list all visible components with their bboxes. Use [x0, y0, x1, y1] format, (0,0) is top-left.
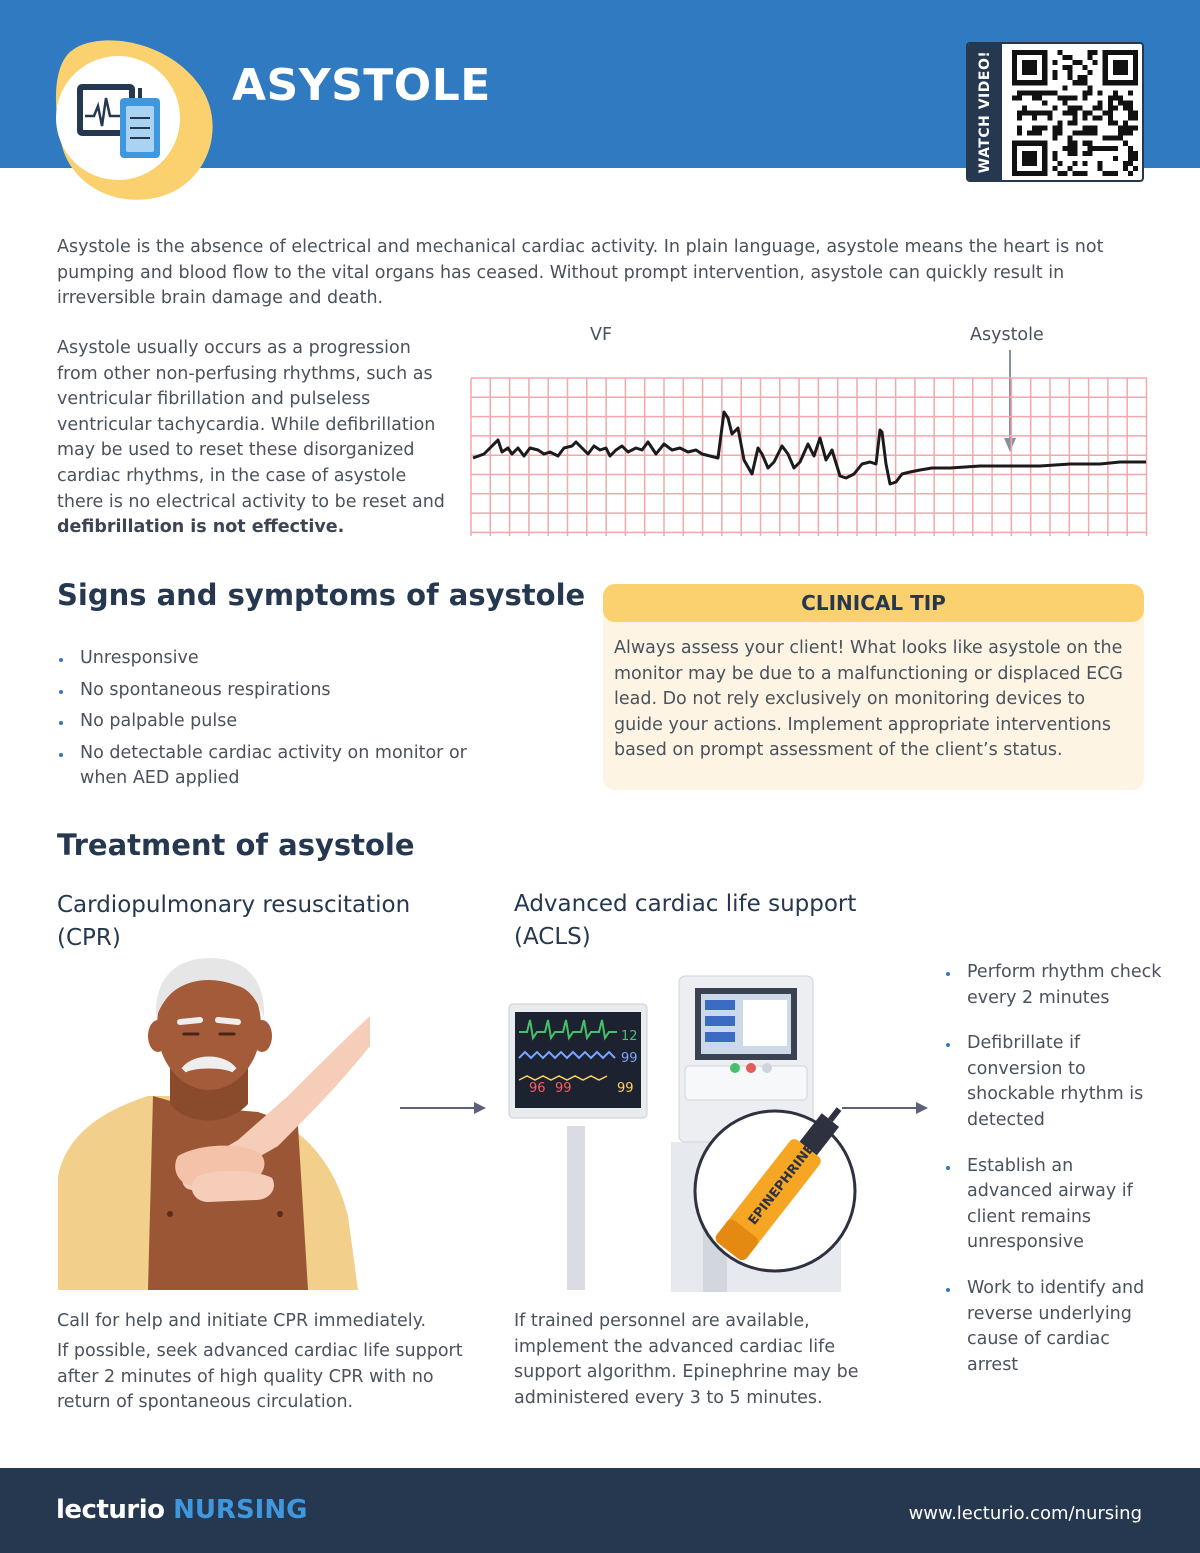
syringe-label: EPINEPHRINE: [745, 1141, 818, 1229]
acls-list: [944, 960, 1164, 1398]
list-item: Perform rhythm check every 2 minutes: [944, 960, 1164, 1011]
qr-code-icon[interactable]: [1012, 50, 1138, 176]
footer-url-link[interactable]: www.lecturio.com/nursing: [908, 1503, 1142, 1524]
footer: [0, 1468, 1200, 1553]
list-item: No palpable pulse: [57, 709, 477, 735]
ecg-monitor-icon: [50, 36, 220, 204]
progression-text: Asystole usually occurs as a progression from other non-perfusing rhythms, such as ventricular fibrillation and pulseless ventricular tachycardia. While defibrillation may be used to reset these disorganized cardiac rhythms, in the case of asystole there is no electrical activity to be reset and: [57, 338, 445, 512]
acls-caption: If trained personnel are available, implement the advanced cardiac life support algorithm. Epinephrine may be administered every 3 to 5 minutes.: [514, 1311, 859, 1408]
treatment-heading: Treatment of asystole: [57, 828, 415, 862]
brand-suffix: NURSING: [173, 1495, 308, 1525]
clinical-tip-heading: CLINICAL TIP: [603, 584, 1144, 622]
watch-video-qr[interactable]: [966, 42, 1144, 182]
acls-equipment-illustration: [503, 966, 895, 1292]
watch-video-label: WATCH VIDEO!: [977, 50, 993, 174]
list-item: Unresponsive: [57, 646, 477, 672]
clinical-tip-box: [603, 584, 1144, 790]
clinical-tip-text: Always assess your client! What looks like asystole on the monitor may be due to a malfunctioning or displaced ECG lead. Do not rely exclusively on monitoring devices to guide your actions. Implement appropriate interventions based on prompt assessment of the client’s status.: [614, 638, 1123, 761]
signs-list: [57, 646, 477, 798]
list-item: Work to identify and reverse underlying cause of cardiac arrest: [944, 1276, 1164, 1378]
cpr-patient-illustration: [58, 956, 370, 1290]
ecg-rhythm-strip: [470, 376, 1148, 538]
cpr-caption-2: If possible, seek advanced cardiac life support after 2 minutes of high quality CPR with no return of spontaneous circulation.: [57, 1341, 463, 1413]
ecg-label-vf: VF: [590, 325, 613, 345]
lecturio-nursing-logo[interactable]: [56, 1495, 307, 1525]
cpr-heading: Cardiopulmonary resuscitation (CPR): [57, 892, 411, 951]
progression-bold: defibrillation is not effective.: [57, 517, 345, 538]
list-item: Defibrillate if conversion to shockable rhythm is detected: [944, 1031, 1164, 1133]
cpr-caption-1: Call for help and initiate CPR immediately.: [57, 1311, 427, 1331]
monitor-readout: 96: [529, 1081, 546, 1096]
flow-arrow-icon: [398, 1100, 488, 1116]
ecg-label-asystole: Asystole: [970, 325, 1044, 345]
monitor-readout: 12: [621, 1029, 638, 1044]
page-title: ASYSTOLE: [232, 60, 491, 111]
ecg-trace: [473, 412, 1146, 484]
monitor-readout: 99: [621, 1051, 638, 1066]
acls-heading: Advanced cardiac life support (ACLS): [514, 891, 857, 950]
intro-paragraph: Asystole is the absence of electrical and mechanical cardiac activity. In plain language, asystole means the heart is not pumping and blood flow to the vital organs has ceased. Without prompt intervention, asystole can quickly result in irreversible brain damage and death.: [57, 237, 1104, 309]
watch-video-banner: [968, 44, 1002, 180]
list-item: Establish an advanced airway if client remains unresponsive: [944, 1154, 1164, 1256]
signs-heading: Signs and symptoms of asystole: [57, 578, 586, 612]
progression-paragraph: [57, 336, 452, 541]
list-item: No detectable cardiac activity on monitor or when AED applied: [57, 741, 477, 792]
monitor-readout: 99: [555, 1081, 572, 1096]
list-item: No spontaneous respirations: [57, 678, 477, 704]
brand-word: lecturio: [56, 1495, 165, 1525]
monitor-readout: 99: [617, 1081, 634, 1096]
ecg-grid: [471, 378, 1147, 536]
